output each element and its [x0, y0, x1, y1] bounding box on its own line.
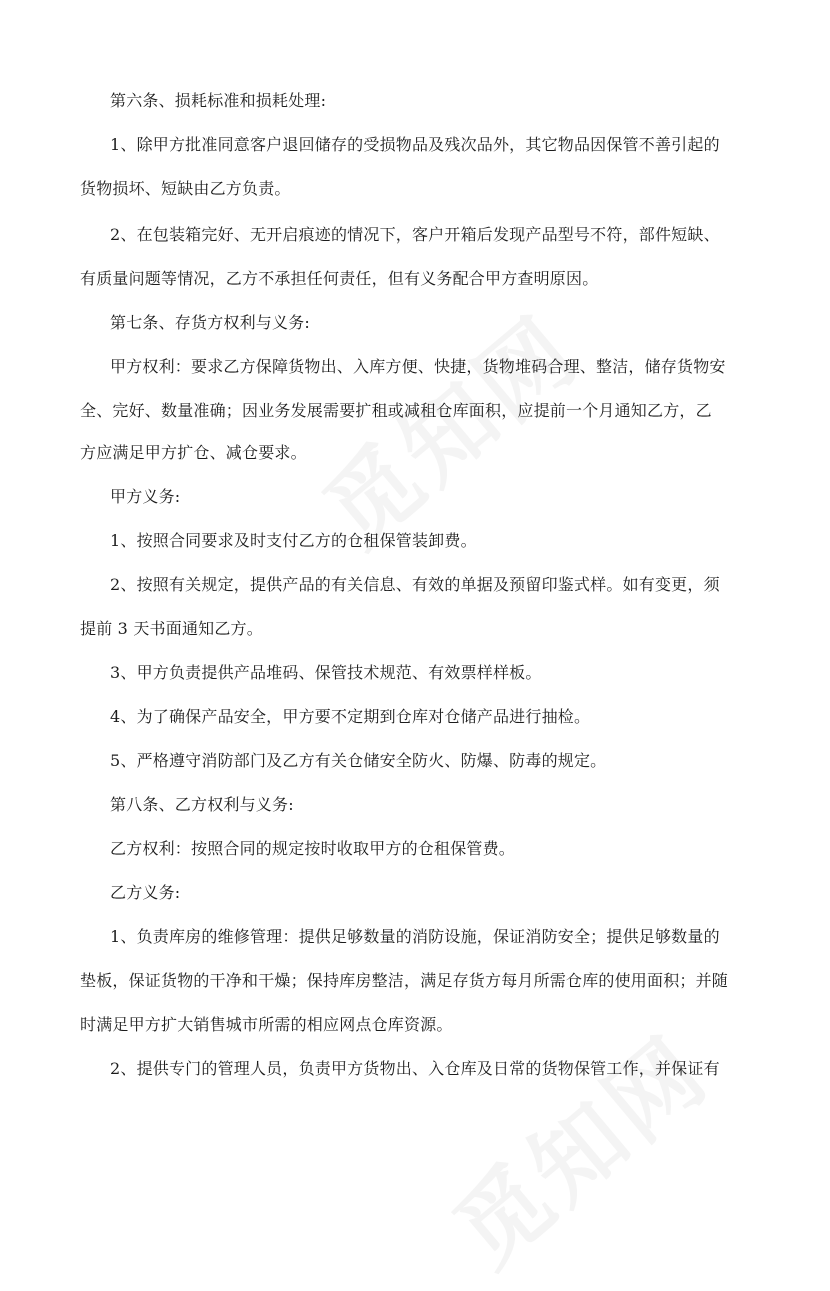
paragraph-line: 有质量问题等情况，乙方不承担任何责任，但有义务配合甲方查明原因。	[80, 269, 599, 288]
paragraph-line: 2、提供专门的管理人员，负责甲方货物出、入仓库及日常的货物保管工作，并保证有	[110, 1059, 720, 1078]
paragraph-line: 乙方权利：按照合同的规定按时收取甲方的仓租保管费。	[110, 839, 516, 858]
paragraph-line: 甲方权利：要求乙方保障货物出、入库方便、快捷，货物堆码合理、整洁，储存货物安	[110, 357, 726, 376]
watermark	[422, 1001, 732, 1291]
subheading: 乙方义务:	[110, 883, 181, 902]
paragraph-line: 时满足甲方扩大销售城市所需的相应网点仓库资源。	[80, 1015, 453, 1034]
paragraph-line: 3、甲方负责提供产品堆码、保管技术规范、有效票样样板。	[110, 663, 542, 682]
paragraph-line: 全、完好、数量准确；因业务发展需要扩租或减租仓库面积，应提前一个月通知乙方，乙	[80, 401, 712, 420]
paragraph-line: 货物损坏、短缺由乙方负责。	[80, 179, 291, 198]
watermark	[292, 281, 602, 571]
paragraph-line: 垫板，保证货物的干净和干燥；保持库房整洁，满足存货方每月所需仓库的使用面积；并随	[80, 971, 729, 990]
paragraph-line: 方应满足甲方扩仓、减仓要求。	[80, 443, 307, 462]
paragraph-line: 1、按照合同要求及时支付乙方的仓租保管装卸费。	[110, 531, 477, 550]
section-heading-article-7: 第七条、存货方权利与义务:	[110, 313, 310, 332]
paragraph-line: 1、除甲方批准同意客户退回储存的受损物品及残次品外，其它物品因保管不善引起的	[110, 135, 720, 154]
paragraph-line: 4、为了确保产品安全，甲方要不定期到仓库对仓储产品进行抽检。	[110, 707, 591, 726]
paragraph-line: 提前 3 天书面通知乙方。	[80, 619, 263, 638]
paragraph-line: 1、负责库房的维修管理：提供足够数量的消防设施，保证消防安全；提供足够数量的	[110, 927, 720, 946]
paragraph-line: 2、在包装箱完好、无开启痕迹的情况下，客户开箱后发现产品型号不符，部件短缺、	[110, 225, 720, 244]
paragraph-line: 2、按照有关规定，提供产品的有关信息、有效的单据及预留印鉴式样。如有变更，须	[110, 575, 720, 594]
subheading: 甲方义务:	[110, 487, 181, 506]
section-heading-article-8: 第八条、乙方权利与义务:	[110, 795, 294, 814]
section-heading-article-6: 第六条、损耗标准和损耗处理:	[110, 91, 327, 110]
paragraph-line: 5、严格遵守消防部门及乙方有关仓储安全防火、防爆、防毒的规定。	[110, 751, 607, 770]
